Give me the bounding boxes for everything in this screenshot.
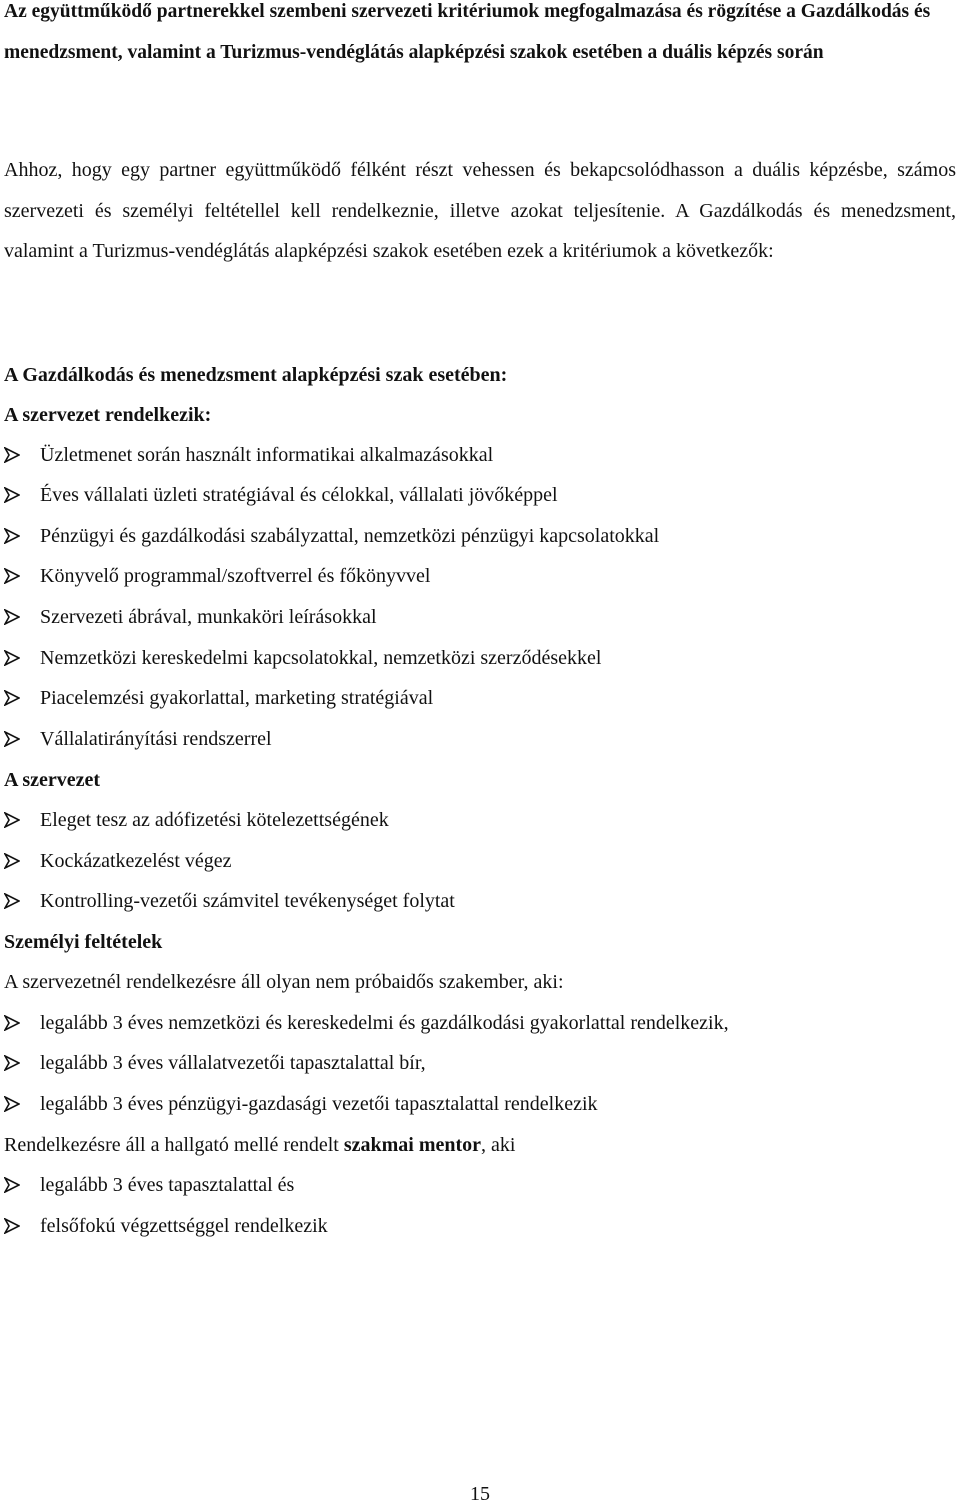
arrowhead-bullet-icon (4, 1015, 20, 1031)
list-item-text: Könyvelő programmal/szoftverrel és főkönyvvel (40, 565, 431, 587)
arrowhead-bullet-icon (4, 650, 20, 666)
mentor-term: szakmai mentor (343, 1134, 482, 1156)
list-item (40, 441, 493, 469)
list-item (40, 562, 430, 590)
personal-heading: Személyi feltételek (4, 931, 163, 953)
arrowhead-bullet-icon (4, 853, 20, 869)
arrowhead-bullet-icon (4, 812, 20, 828)
list-item-text: Kontrolling-vezetői számvitel tevékenységet folytat (40, 890, 455, 912)
arrowhead-bullet-icon (4, 528, 20, 544)
intro-paragraph: Ahhoz, hogy egy partner együttműködő félként részt vehessen és bekapcsolódhasson a duális képzésbe, számos szervezeti és személyi feltétellel kell rendelkeznie, illetve azokat teljesítenie. A Gazdálkodás és menedzsment, valamint a Turizmus-vendéglátás alapképzési szakok esetében ezek a kritériumok a következők: (4, 159, 956, 263)
mentor-line-before: Rendelkezésre áll a hallgató mellé rendelt (4, 1134, 344, 1156)
list-item-text: legalább 3 éves tapasztalattal és (40, 1174, 295, 1196)
mentor-line-after: , aki (481, 1134, 516, 1156)
document-title: Az együttműködő partnerekkel szembeni szervezeti kritériumok megfogalmazása és rögzítése a Gazdálkodás és menedzsment, valamint a Turizmus-vendéglátás alapképzési szakok esetében a duális képzés során (4, 1, 931, 63)
list-item (40, 1171, 294, 1199)
arrowhead-bullet-icon (4, 690, 20, 706)
list-item (40, 725, 272, 753)
list-item-text: legalább 3 éves nemzetközi és kereskedelmi és gazdálkodási gyakorlattal rendelkezik, (40, 1012, 729, 1034)
list-item-text: Vállalatirányítási rendszerrel (40, 728, 272, 750)
list-item (40, 1212, 328, 1240)
list-item (40, 1049, 426, 1077)
list-item (40, 1009, 729, 1037)
section-heading-gazdalkodas: A Gazdálkodás és menedzsment alapképzési szak esetében: (4, 364, 508, 386)
list-item (40, 684, 433, 712)
arrowhead-bullet-icon (4, 568, 20, 584)
list-item (40, 806, 389, 834)
list-item-text: Kockázatkezelést végez (40, 850, 232, 872)
list-item-text: Éves vállalati üzleti stratégiával és célokkal, vállalati jövőképpel (40, 484, 558, 506)
list-item (40, 644, 601, 672)
list-item-text: Pénzügyi és gazdálkodási szabályzattal, nemzetközi pénzügyi kapcsolatokkal (40, 525, 660, 547)
list-item-text: felsőfokú végzettséggel rendelkezik (40, 1215, 328, 1237)
list-item (40, 603, 377, 631)
list-item-text: Nemzetközi kereskedelmi kapcsolatokkal, nemzetközi szerződésekkel (40, 647, 602, 669)
list-item-text: Eleget tesz az adófizetési kötelezettségének (40, 809, 389, 831)
arrowhead-bullet-icon (4, 1055, 20, 1071)
arrowhead-bullet-icon (4, 447, 20, 463)
org-heading: A szervezet (4, 769, 101, 791)
list-item (40, 481, 558, 509)
arrowhead-bullet-icon (4, 1096, 20, 1112)
list-item (40, 522, 659, 550)
arrowhead-bullet-icon (4, 893, 20, 909)
list-item-text: Szervezeti ábrával, munkaköri leírásokkal (40, 606, 377, 628)
arrowhead-bullet-icon (4, 487, 20, 503)
org-has-heading: A szervezet rendelkezik: (4, 404, 212, 426)
personal-intro: A szervezetnél rendelkezésre áll olyan nem próbaidős szakember, aki: (4, 971, 564, 993)
list-item-text: Üzletmenet során használt informatikai alkalmazásokkal (40, 444, 494, 466)
list-item (40, 1090, 598, 1118)
list-item (40, 887, 455, 915)
arrowhead-bullet-icon (4, 1177, 20, 1193)
arrowhead-bullet-icon (4, 731, 20, 747)
arrowhead-bullet-icon (4, 1218, 20, 1234)
list-item-text: Piacelemzési gyakorlattal, marketing stratégiával (40, 687, 434, 709)
page-number: 15 (470, 1483, 490, 1505)
list-item (40, 847, 232, 875)
mentor-line (4, 1131, 515, 1159)
list-item-text: legalább 3 éves pénzügyi-gazdasági vezetői tapasztalattal rendelkezik (40, 1093, 598, 1115)
arrowhead-bullet-icon (4, 609, 20, 625)
list-item-text: legalább 3 éves vállalatvezetői tapasztalattal bír, (40, 1052, 426, 1074)
